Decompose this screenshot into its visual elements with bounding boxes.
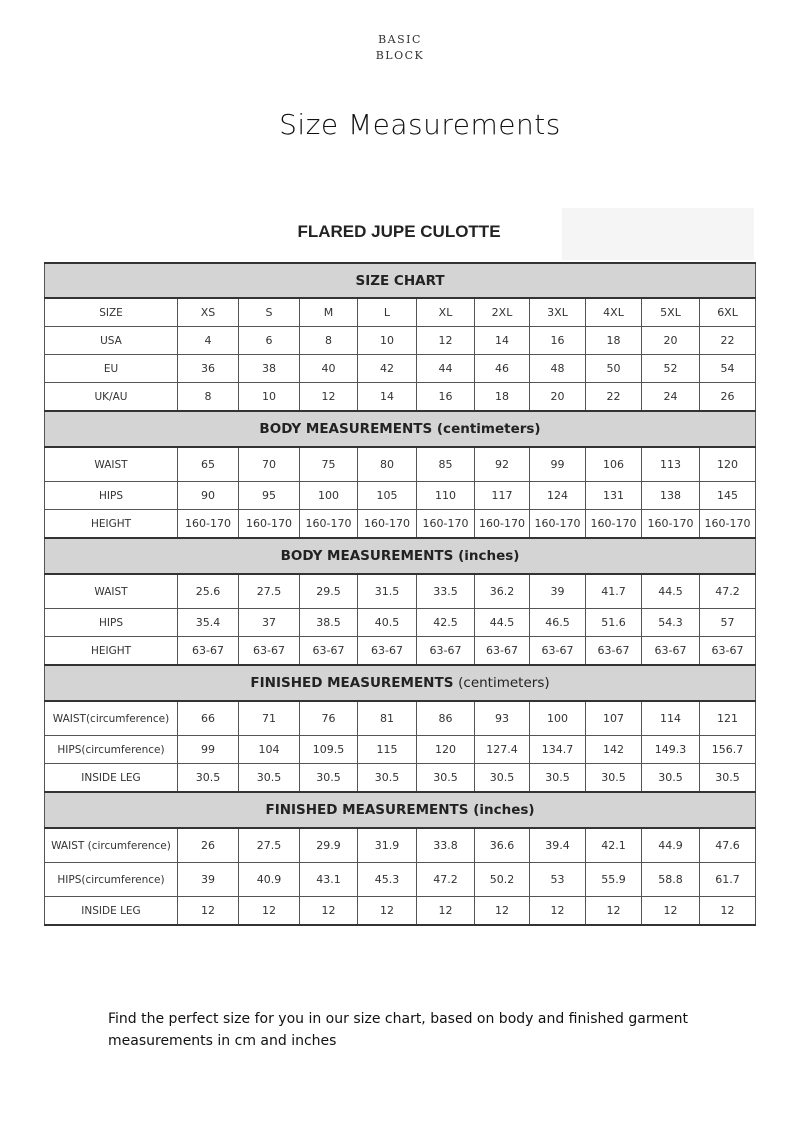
table-cell: 100 [530,701,586,736]
section-title [45,411,756,447]
table-cell: 44.5 [475,609,530,637]
row-label: UK/AU [45,383,178,412]
row-label: HEIGHT [45,510,178,539]
table-cell: 134.7 [530,736,586,764]
table-cell: 160-170 [239,510,300,539]
table-cell: 12 [700,897,756,926]
table-cell: 160-170 [417,510,475,539]
table-cell: 37 [239,609,300,637]
table-cell: 63-67 [475,637,530,666]
table-cell: 12 [300,383,358,412]
brand-logo-line1: BASIC [378,33,422,46]
table-cell: 63-67 [700,637,756,666]
table-cell: 33.5 [417,574,475,609]
table-cell: 4XL [586,298,642,327]
table-cell: 2XL [475,298,530,327]
section-title-suffix: (centimeters) [436,421,541,437]
table-cell: 51.6 [586,609,642,637]
table-cell: 149.3 [642,736,700,764]
table-cell: 109.5 [300,736,358,764]
brand-logo [360,32,440,64]
table-cell: 160-170 [358,510,417,539]
table-cell: 52 [642,355,700,383]
table-cell: 107 [586,701,642,736]
table-row [45,482,756,510]
table-cell: 63-67 [586,637,642,666]
table-cell: 46.5 [530,609,586,637]
table-cell: 81 [358,701,417,736]
table-cell: 38 [239,355,300,383]
table-cell: 99 [178,736,239,764]
table-cell: 35.4 [178,609,239,637]
table-cell: 43.1 [300,863,358,897]
table-cell: 115 [358,736,417,764]
table-cell: 30.5 [358,764,417,793]
row-label: INSIDE LEG [45,897,178,926]
section-body-in [45,538,756,574]
section-title [45,665,756,701]
table-cell: 71 [239,701,300,736]
page-title: Size Measurements [279,108,561,141]
table-cell: 75 [300,447,358,482]
table-cell: 53 [530,863,586,897]
section-title-suffix: (inches) [458,548,520,564]
section-title-main: BODY MEASUREMENTS [280,548,454,564]
table-cell: 8 [300,327,358,355]
table-cell: 26 [178,828,239,863]
table-row [45,897,756,926]
table-cell: XL [417,298,475,327]
table-cell: 4 [178,327,239,355]
table-cell: 22 [586,383,642,412]
table-cell: 44.5 [642,574,700,609]
table-row [45,327,756,355]
table-cell: 48 [530,355,586,383]
table-cell: 124 [530,482,586,510]
table-cell: 40 [300,355,358,383]
table-cell: 114 [642,701,700,736]
row-label: EU [45,355,178,383]
table-cell: 40.5 [358,609,417,637]
row-label: WAIST (circumference) [45,828,178,863]
table-cell: 14 [358,383,417,412]
table-cell: 12 [300,897,358,926]
table-cell: 29.9 [300,828,358,863]
table-cell: 31.9 [358,828,417,863]
table-cell: 30.5 [475,764,530,793]
table-cell: 29.5 [300,574,358,609]
table-cell: S [239,298,300,327]
table-cell: 156.7 [700,736,756,764]
section-title [45,792,756,828]
table-cell: 25.6 [178,574,239,609]
table-cell: 30.5 [178,764,239,793]
table-cell: 142 [586,736,642,764]
table-cell: 46 [475,355,530,383]
table-cell: 47.6 [700,828,756,863]
table-cell: 30.5 [642,764,700,793]
table-cell: 30.5 [530,764,586,793]
section-title-suffix: (centimeters) [458,675,550,691]
table-cell: 27.5 [239,828,300,863]
table-row [45,609,756,637]
table-cell: 90 [178,482,239,510]
table-cell: 12 [642,897,700,926]
row-label: HIPS(circumference) [45,863,178,897]
table-cell: 44 [417,355,475,383]
table-cell: 110 [417,482,475,510]
table-cell: 20 [642,327,700,355]
table-cell: 39.4 [530,828,586,863]
table-cell: 145 [700,482,756,510]
table-cell: 22 [700,327,756,355]
table-cell: 45.3 [358,863,417,897]
table-cell: 160-170 [475,510,530,539]
table-cell: 57 [700,609,756,637]
table-cell: M [300,298,358,327]
table-cell: 120 [700,447,756,482]
table-cell: 30.5 [239,764,300,793]
table-cell: 92 [475,447,530,482]
table-cell: 63-67 [178,637,239,666]
row-label: SIZE [45,298,178,327]
table-cell: 138 [642,482,700,510]
table-cell: 85 [417,447,475,482]
table-cell: 86 [417,701,475,736]
table-cell: 127.4 [475,736,530,764]
table-cell: 66 [178,701,239,736]
size-table [44,262,756,926]
table-cell: 12 [358,897,417,926]
table-cell: 44.9 [642,828,700,863]
table-cell: 70 [239,447,300,482]
table-row [45,355,756,383]
table-cell: 131 [586,482,642,510]
table-cell: 31.5 [358,574,417,609]
table-cell: 30.5 [300,764,358,793]
table-cell: 18 [586,327,642,355]
section-body-cm [45,411,756,447]
chart-title: FLARED JUPE CULOTTE [297,222,501,241]
table-cell: L [358,298,417,327]
table-cell: 55.9 [586,863,642,897]
table-row [45,764,756,793]
table-cell: 39 [530,574,586,609]
section-title-main: FINISHED MEASUREMENTS [250,675,454,691]
table-cell: 160-170 [700,510,756,539]
table-cell: 58.8 [642,863,700,897]
table-cell: 36.2 [475,574,530,609]
table-cell: 26 [700,383,756,412]
table-cell: 30.5 [417,764,475,793]
table-cell: 160-170 [178,510,239,539]
table-cell: XS [178,298,239,327]
table-cell: 42.1 [586,828,642,863]
table-cell: 104 [239,736,300,764]
table-cell: 47.2 [417,863,475,897]
table-cell: 40.9 [239,863,300,897]
table-cell: 16 [530,327,586,355]
table-cell: 93 [475,701,530,736]
table-cell: 63-67 [642,637,700,666]
table-cell: 41.7 [586,574,642,609]
row-label: WAIST [45,447,178,482]
row-label: WAIST [45,574,178,609]
table-row [45,510,756,539]
table-row [45,383,756,412]
table-cell: 54 [700,355,756,383]
table-cell: 33.8 [417,828,475,863]
table-cell: 36 [178,355,239,383]
table-cell: 76 [300,701,358,736]
table-cell: 30.5 [586,764,642,793]
table-cell: 12 [475,897,530,926]
table-cell: 42.5 [417,609,475,637]
section-title-main: BODY MEASUREMENTS [259,421,433,437]
table-cell: 54.3 [642,609,700,637]
footer-text: Find the perfect size for you in our size chart, based on body and finished garment measurements in cm and inches [108,1011,688,1049]
table-cell: 6 [239,327,300,355]
section-title: SIZE CHART [45,263,756,298]
row-label: WAIST(circumference) [45,701,178,736]
table-cell: 18 [475,383,530,412]
section-title-main: FINISHED MEASUREMENTS [265,802,469,818]
table-cell: 100 [300,482,358,510]
row-label: HIPS [45,609,178,637]
table-cell: 39 [178,863,239,897]
section-size-chart [45,263,756,298]
table-cell: 38.5 [300,609,358,637]
table-cell: 160-170 [586,510,642,539]
table-row [45,298,756,327]
table-cell: 12 [239,897,300,926]
table-cell: 99 [530,447,586,482]
table-cell: 65 [178,447,239,482]
table-cell: 50 [586,355,642,383]
table-cell: 12 [417,327,475,355]
table-cell: 27.5 [239,574,300,609]
table-row [45,828,756,863]
table-cell: 63-67 [239,637,300,666]
table-row [45,736,756,764]
section-title [45,538,756,574]
table-cell: 160-170 [300,510,358,539]
table-cell: 10 [358,327,417,355]
table-cell: 12 [586,897,642,926]
section-finished-in [45,792,756,828]
table-cell: 14 [475,327,530,355]
table-cell: 47.2 [700,574,756,609]
table-row [45,701,756,736]
table-cell: 30.5 [700,764,756,793]
row-label: HIPS [45,482,178,510]
table-row [45,863,756,897]
row-label: HEIGHT [45,637,178,666]
table-cell: 5XL [642,298,700,327]
table-cell: 80 [358,447,417,482]
table-cell: 8 [178,383,239,412]
table-cell: 50.2 [475,863,530,897]
table-row [45,447,756,482]
table-cell: 63-67 [417,637,475,666]
section-finished-cm [45,665,756,701]
table-cell: 3XL [530,298,586,327]
table-cell: 63-67 [358,637,417,666]
table-row [45,574,756,609]
table-cell: 113 [642,447,700,482]
table-cell: 20 [530,383,586,412]
table-cell: 117 [475,482,530,510]
table-cell: 61.7 [700,863,756,897]
row-label: INSIDE LEG [45,764,178,793]
table-cell: 106 [586,447,642,482]
table-row [45,637,756,666]
section-title-suffix: (inches) [473,802,535,818]
table-cell: 12 [178,897,239,926]
table-cell: 42 [358,355,417,383]
table-cell: 6XL [700,298,756,327]
table-cell: 10 [239,383,300,412]
table-cell: 24 [642,383,700,412]
table-cell: 120 [417,736,475,764]
row-label: HIPS(circumference) [45,736,178,764]
row-label: USA [45,327,178,355]
table-cell: 12 [530,897,586,926]
brand-logo-line2: BLOCK [375,49,425,62]
table-cell: 63-67 [530,637,586,666]
table-cell: 12 [417,897,475,926]
table-cell: 160-170 [530,510,586,539]
table-cell: 121 [700,701,756,736]
table-cell: 160-170 [642,510,700,539]
table-cell: 63-67 [300,637,358,666]
table-cell: 16 [417,383,475,412]
table-cell: 36.6 [475,828,530,863]
table-cell: 95 [239,482,300,510]
table-cell: 105 [358,482,417,510]
